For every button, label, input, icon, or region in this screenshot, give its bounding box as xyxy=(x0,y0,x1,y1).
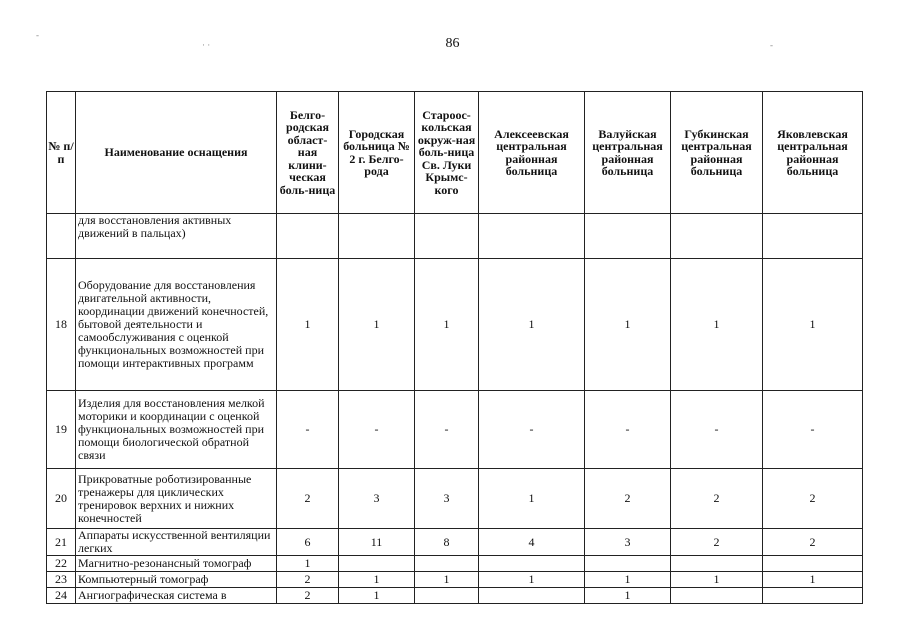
quantity-cell: 1 xyxy=(339,259,415,391)
equipment-name: Оборудование для восстановления двигательной активности, координации движений конечностей, бытовой деятельности и самообслуживания с оценкой функциональных возможностей при помощи интерактивных программ xyxy=(76,259,277,391)
quantity-cell xyxy=(763,588,863,604)
equipment-name: Прикроватные роботизированные тренажеры для циклических тренировок верхних и нижних конечностей xyxy=(76,469,277,529)
quantity-cell xyxy=(479,556,585,572)
quantity-cell xyxy=(763,556,863,572)
scan-speck: - xyxy=(770,40,773,50)
quantity-cell: 1 xyxy=(277,259,339,391)
quantity-cell: - xyxy=(339,391,415,469)
quantity-cell: 4 xyxy=(479,529,585,556)
row-number: 23 xyxy=(47,572,76,588)
row-number: 21 xyxy=(47,529,76,556)
quantity-cell xyxy=(479,214,585,259)
quantity-cell xyxy=(585,214,671,259)
quantity-cell: 1 xyxy=(763,572,863,588)
header-name: Наименование оснащения xyxy=(76,92,277,214)
quantity-cell: 2 xyxy=(671,529,763,556)
quantity-cell: - xyxy=(671,391,763,469)
quantity-cell: 2 xyxy=(671,469,763,529)
header-hospital: Алексеевская центральная районная больница xyxy=(479,92,585,214)
row-number xyxy=(47,214,76,259)
header-hospital: Городская больница № 2 г. Белго-рода xyxy=(339,92,415,214)
quantity-cell: 2 xyxy=(585,469,671,529)
quantity-cell: 2 xyxy=(277,469,339,529)
table-header-row xyxy=(47,92,863,214)
table-row xyxy=(47,391,863,469)
quantity-cell xyxy=(339,214,415,259)
quantity-cell: 1 xyxy=(671,259,763,391)
quantity-cell xyxy=(277,214,339,259)
row-number: 20 xyxy=(47,469,76,529)
table-row xyxy=(47,556,863,572)
quantity-cell: 1 xyxy=(339,572,415,588)
quantity-cell: 1 xyxy=(585,588,671,604)
quantity-cell: 1 xyxy=(585,259,671,391)
quantity-cell: 6 xyxy=(277,529,339,556)
page-number: 86 xyxy=(445,36,460,51)
quantity-cell: - xyxy=(763,391,863,469)
scan-speck: · · xyxy=(202,40,211,50)
quantity-cell xyxy=(585,556,671,572)
row-number: 22 xyxy=(47,556,76,572)
quantity-cell: - xyxy=(277,391,339,469)
quantity-cell: 8 xyxy=(415,529,479,556)
equipment-name: Магнитно-резонансный томограф xyxy=(76,556,277,572)
quantity-cell xyxy=(415,556,479,572)
table-row xyxy=(47,214,863,259)
row-number: 19 xyxy=(47,391,76,469)
quantity-cell xyxy=(671,588,763,604)
quantity-cell: 2 xyxy=(763,529,863,556)
quantity-cell: 1 xyxy=(763,259,863,391)
quantity-cell xyxy=(479,588,585,604)
header-hospital: Губкинская центральная районная больница xyxy=(671,92,763,214)
quantity-cell xyxy=(415,214,479,259)
quantity-cell: 1 xyxy=(415,572,479,588)
quantity-cell: 2 xyxy=(277,588,339,604)
quantity-cell: 3 xyxy=(339,469,415,529)
quantity-cell: 1 xyxy=(479,572,585,588)
quantity-cell xyxy=(763,214,863,259)
header-hospital: Яковлевская центральная районная больница xyxy=(763,92,863,214)
quantity-cell: 1 xyxy=(671,572,763,588)
equipment-table xyxy=(46,91,863,604)
equipment-name: Компьютерный томограф xyxy=(76,572,277,588)
quantity-cell: 3 xyxy=(585,529,671,556)
quantity-cell: 1 xyxy=(339,588,415,604)
quantity-cell: 11 xyxy=(339,529,415,556)
quantity-cell xyxy=(671,556,763,572)
scan-speck: - xyxy=(36,30,39,40)
header-hospital: Валуйская центральная районная больница xyxy=(585,92,671,214)
quantity-cell: 2 xyxy=(277,572,339,588)
equipment-name: Изделия для восстановления мелкой моторики и координации с оценкой функциональных возможностей при помощи биологической обратной связи xyxy=(76,391,277,469)
quantity-cell xyxy=(339,556,415,572)
quantity-cell: 1 xyxy=(479,259,585,391)
equipment-name: Аппараты искусственной вентиляции легких xyxy=(76,529,277,556)
quantity-cell: 2 xyxy=(763,469,863,529)
quantity-cell: 3 xyxy=(415,469,479,529)
table-row xyxy=(47,469,863,529)
quantity-cell xyxy=(671,214,763,259)
table-row xyxy=(47,572,863,588)
quantity-cell: 1 xyxy=(585,572,671,588)
quantity-cell: - xyxy=(415,391,479,469)
quantity-cell: - xyxy=(585,391,671,469)
table-row xyxy=(47,259,863,391)
quantity-cell: 1 xyxy=(415,259,479,391)
quantity-cell: - xyxy=(479,391,585,469)
equipment-name: Ангиографическая система в xyxy=(76,588,277,604)
header-hospital: Белго-родская област-ная клини-ческая боль-ница xyxy=(277,92,339,214)
quantity-cell xyxy=(415,588,479,604)
header-num: № п/п xyxy=(47,92,76,214)
table-row xyxy=(47,529,863,556)
quantity-cell: 1 xyxy=(479,469,585,529)
header-hospital: Староос-кольская окруж-ная боль-ница Св. Луки Крымс-кого xyxy=(415,92,479,214)
table-row xyxy=(47,588,863,604)
quantity-cell: 1 xyxy=(277,556,339,572)
row-number: 18 xyxy=(47,259,76,391)
row-number: 24 xyxy=(47,588,76,604)
equipment-name: для восстановления активных движений в пальцах) xyxy=(76,214,277,259)
